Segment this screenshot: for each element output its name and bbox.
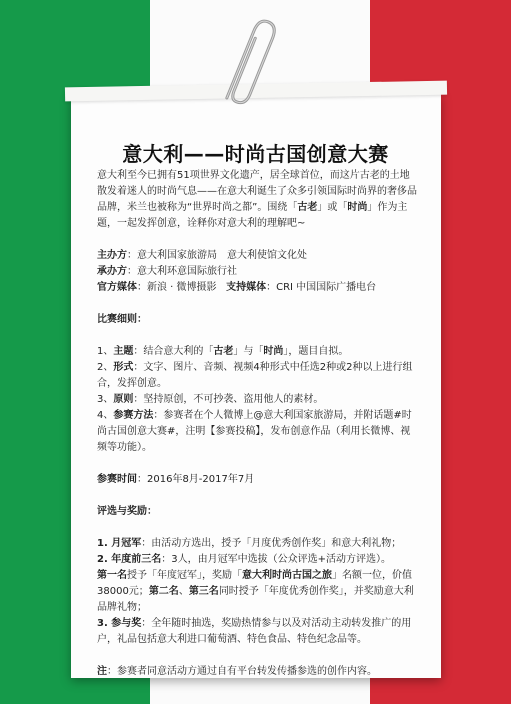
rule-label: 原则: [113, 394, 134, 405]
intro-text: 意大利至今已拥有51项世界文化遗产，居全球首位，而这片古老的土地散发着迷人的时尚气息——在意大利诞生了众多引领国际时尚界的奢侈品品牌，米兰也被称为“世界时尚之都”。围绕「: [97, 170, 417, 213]
award-annual-top3: [97, 552, 419, 568]
award-label: 2. 年度前三名: [97, 554, 162, 565]
award-label: 第一名: [97, 570, 127, 581]
rule-label: 形式: [113, 362, 134, 373]
page-title: 意大利——时尚古国创意大赛: [122, 142, 389, 166]
rule-number: 4、: [97, 410, 114, 421]
rule-item-theme: [97, 344, 419, 360]
rule-number: 3、: [97, 394, 114, 405]
contest-time: [97, 472, 419, 488]
paperclip-icon: [222, 8, 278, 116]
media-line: [97, 280, 419, 296]
award-text: 、: [178, 586, 189, 597]
rule-text: ：参赛者在个人微博上@意大利国家旅游局，并附话题#时尚古国创意大赛#，注明【参赛投稿】，发布创意作品（利用长微博、视频等功能）。: [97, 410, 412, 453]
awards-heading: 评选与奖励：: [97, 506, 157, 517]
award-text: ：全年随时抽选，奖励热情参与以及对活动主动转发推广的用户，礼品包括意大利进口葡萄酒、特色食品、特色纪念品等。: [97, 618, 412, 645]
rule-label: 主题: [113, 346, 134, 357]
time-value: ：2016年8月-2017年7月: [137, 474, 255, 485]
rule-text: 」，题目自拟。: [283, 346, 349, 357]
rule-text: 」与「: [233, 346, 264, 357]
rule-text: ：文字、图片、音频、视频4种形式中任选2种或2种以上进行组合，发挥创意。: [97, 362, 413, 389]
rule-label: 参赛方法: [113, 410, 154, 421]
host-label: 主办方: [97, 250, 127, 261]
award-label: 第三名: [188, 586, 219, 597]
award-text: ：3人，由月冠军中选拔（公众评选+活动方评选）。: [161, 554, 391, 565]
host-line: [97, 248, 419, 264]
rules-heading: 比赛细则：: [97, 314, 147, 325]
intro-paragraph: [97, 168, 419, 232]
award-annual-details: [97, 568, 419, 616]
award-label: 3. 参与奖: [97, 618, 142, 629]
time-label: 参赛时间: [97, 474, 137, 485]
note-label: 注: [97, 666, 107, 677]
award-text: 同时授予「年度优秀创作奖」，并奖励意大利品牌礼物；: [97, 586, 414, 613]
footnote: [97, 664, 419, 680]
award-monthly: [97, 536, 419, 552]
document-body: [97, 168, 419, 680]
keyword-fashion: 时尚: [347, 202, 368, 213]
note-text: ：参赛者同意活动方通过自有平台转发传播参选的创作内容。: [107, 666, 377, 677]
rule-text: ：坚持原创，不可抄袭、盗用他人的素材。: [133, 394, 324, 405]
keyword-ancient: 古老: [213, 346, 234, 357]
award-participation: [97, 616, 419, 648]
rule-item-principle: [97, 392, 419, 408]
keyword-fashion: 时尚: [263, 346, 284, 357]
contractor-label: 承办方: [97, 266, 127, 277]
award-label: 第二名: [148, 586, 179, 597]
contractor-value: ：意大利环意国际旅行社: [127, 266, 237, 277]
award-text: 」名额一位，价值38000元；: [97, 570, 412, 597]
keyword-ancient: 古老: [297, 202, 318, 213]
award-prize: 意大利时尚古国之旅: [242, 570, 332, 581]
award-label: 1. 月冠军: [97, 538, 142, 549]
rule-item-format: [97, 360, 419, 392]
intro-text: 」作为主题，一起发挥创意，诠释你对意大利的理解吧~: [97, 202, 408, 229]
award-text: ：由活动方选出，授予「月度优秀创作奖」和意大利礼物；: [141, 538, 402, 549]
rule-number: 2、: [97, 362, 114, 373]
rule-item-method: [97, 408, 419, 456]
support-media-value: ：CRI 中国国际广播电台: [266, 282, 377, 293]
rule-number: 1、: [97, 346, 114, 357]
intro-text: 」或「: [317, 202, 348, 213]
media-value: ：新浪 · 微博摄影: [137, 282, 217, 293]
rule-text: ：结合意大利的「: [133, 346, 214, 357]
award-text: 授予「年度冠军」，奖励「: [127, 570, 242, 581]
media-label: 官方媒体: [97, 282, 137, 293]
host-value: ：意大利国家旅游局 意大利使馆文化处: [127, 250, 307, 261]
support-media-label: 支持媒体: [226, 282, 267, 293]
contractor-line: [97, 264, 419, 280]
